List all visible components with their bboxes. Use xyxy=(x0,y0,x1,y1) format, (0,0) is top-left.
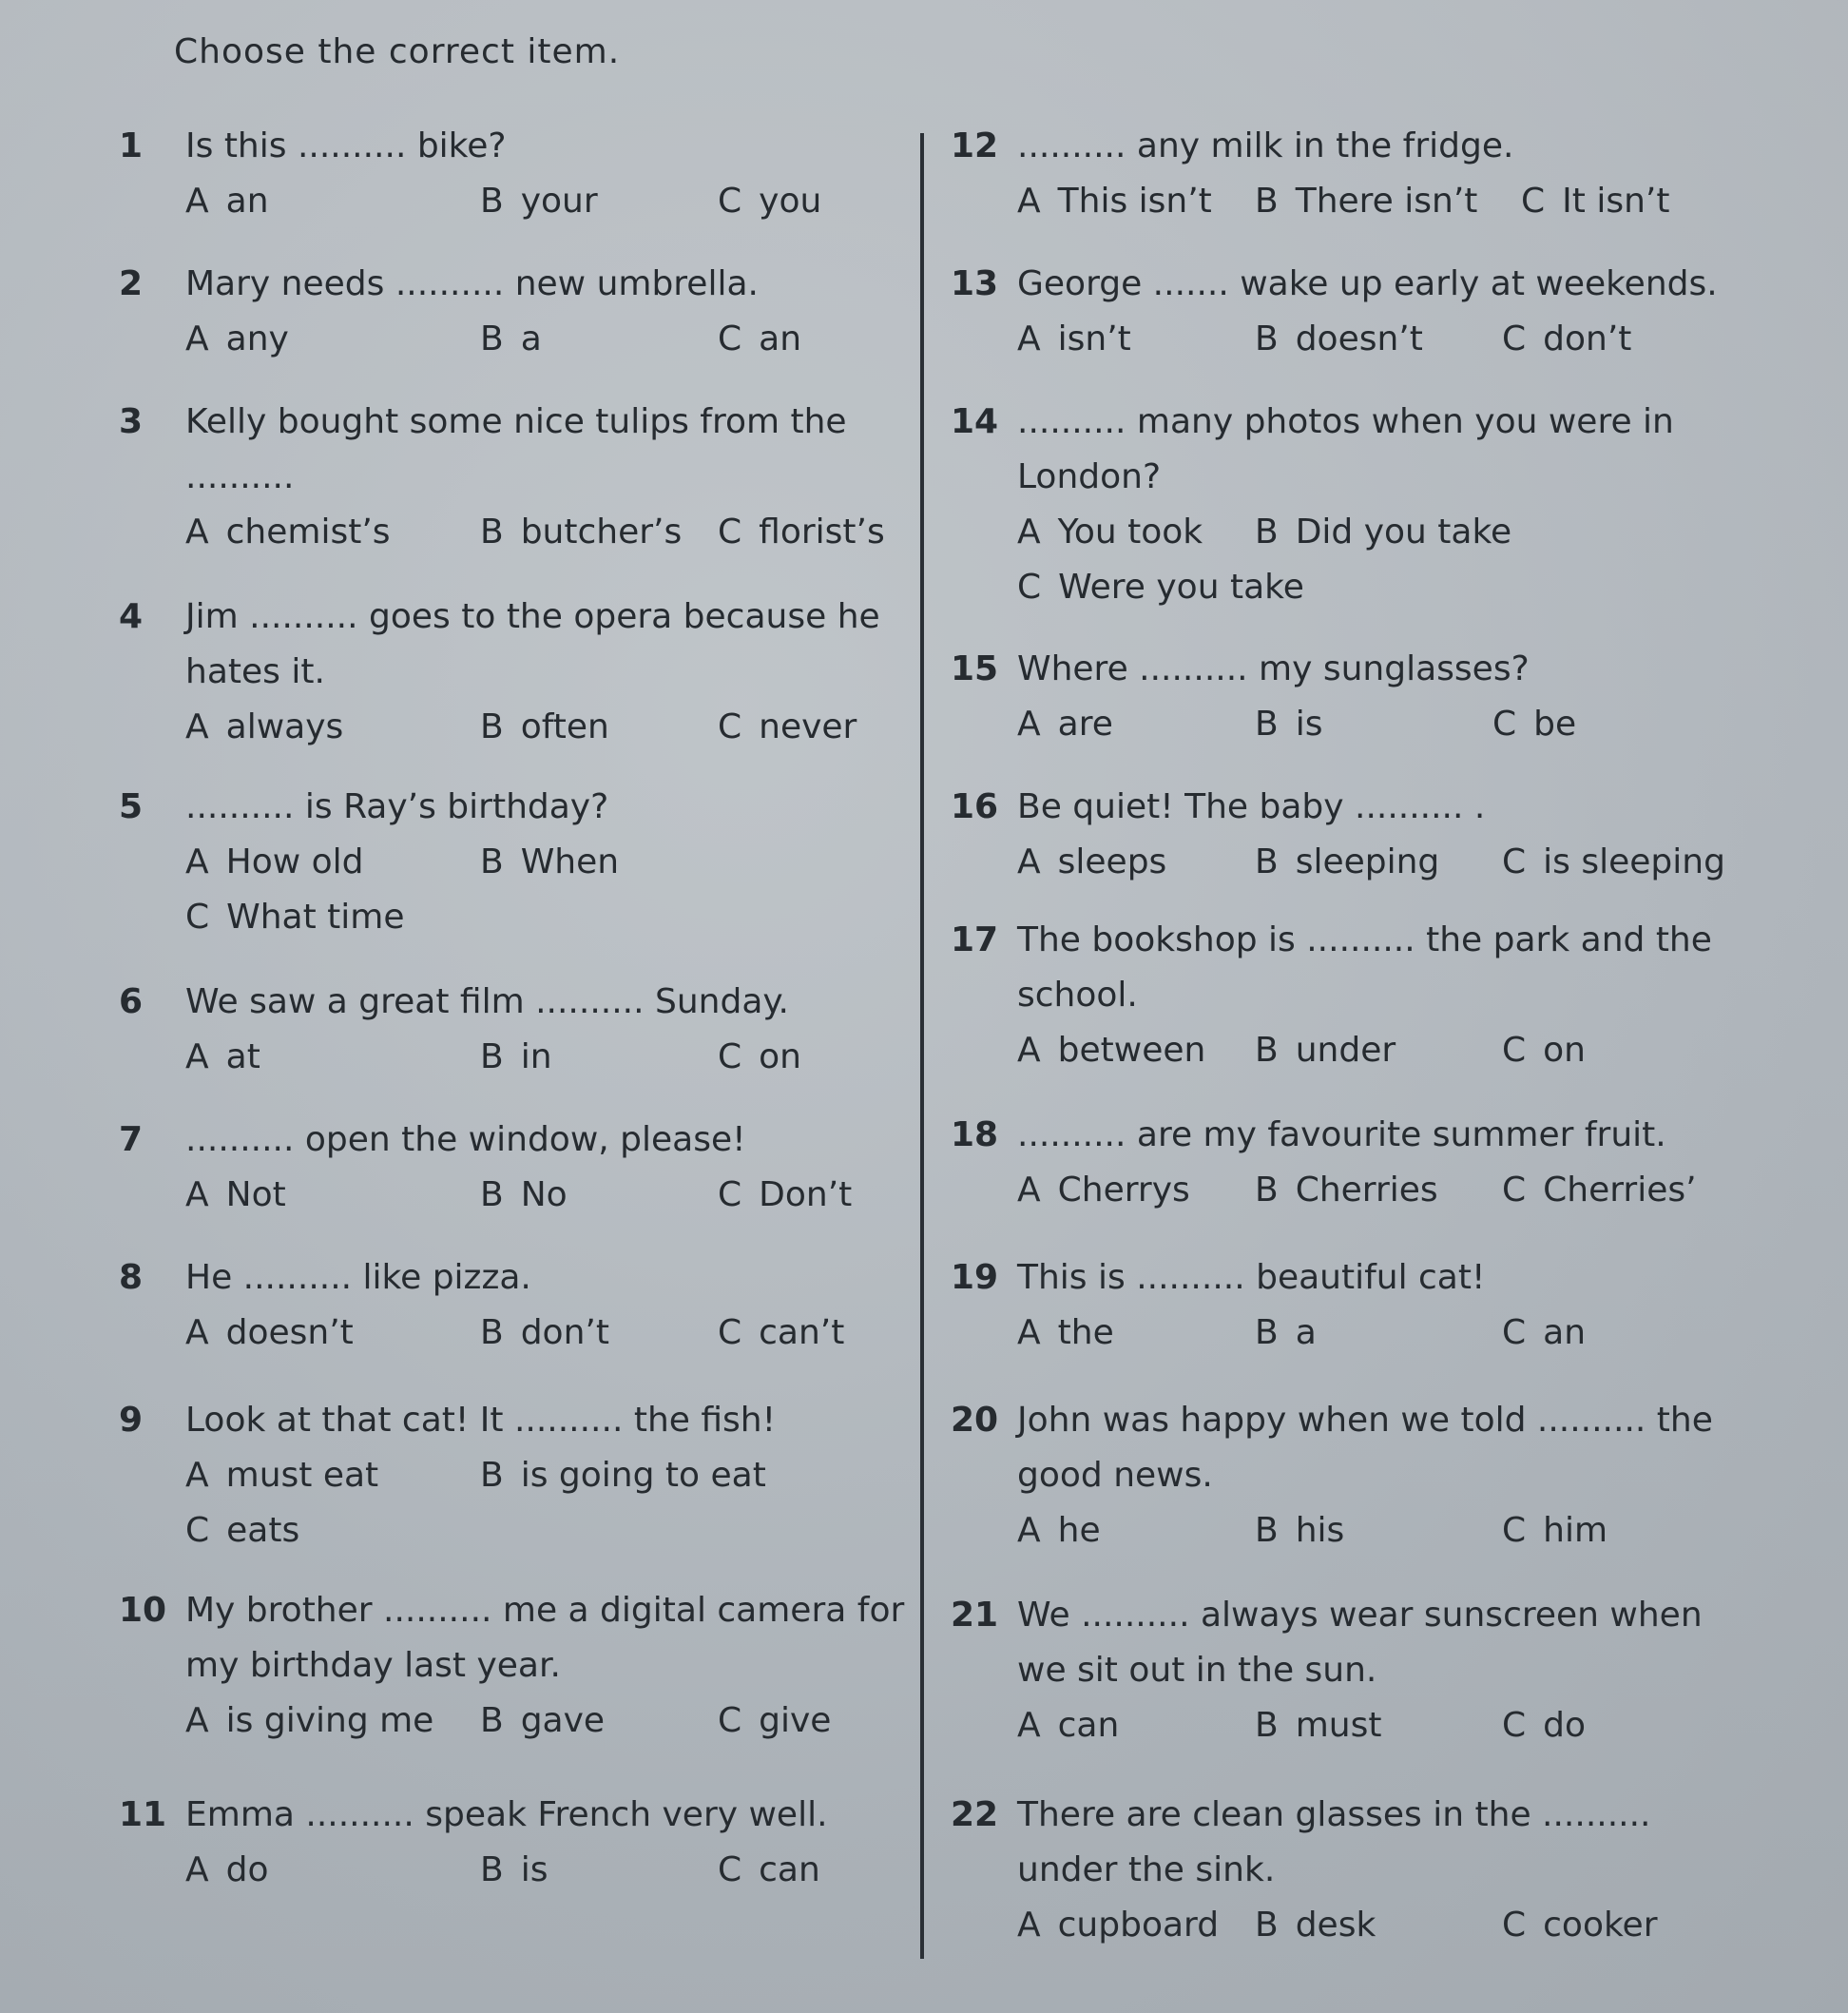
option-letter: B xyxy=(480,1850,504,1889)
option-b[interactable] xyxy=(1255,1163,1438,1218)
option-text: Did you take xyxy=(1295,513,1512,552)
option-letter: B xyxy=(1255,319,1279,358)
option-c[interactable] xyxy=(1502,1306,1586,1361)
option-b[interactable] xyxy=(1255,1503,1344,1558)
option-c[interactable] xyxy=(718,1306,844,1361)
answer-options xyxy=(1017,835,1740,890)
question-7 xyxy=(119,1113,908,1223)
option-text: florist’s xyxy=(759,513,885,552)
option-text: No xyxy=(520,1175,568,1214)
option-letter: B xyxy=(480,707,504,746)
option-text: often xyxy=(520,707,609,746)
option-letter: C xyxy=(718,1850,742,1889)
option-a[interactable] xyxy=(185,1448,378,1503)
option-text: an xyxy=(759,319,802,358)
option-letter: A xyxy=(1017,1313,1041,1352)
option-letter: B xyxy=(480,182,504,221)
question-text: There are clean glasses in the .......... under the sink. xyxy=(1017,1795,1651,1889)
option-c[interactable] xyxy=(718,1030,801,1085)
option-letter: C xyxy=(718,182,742,221)
question-text: Jim .......... goes to the opera because he hates it. xyxy=(185,597,880,691)
option-text: is going to eat xyxy=(520,1456,766,1495)
question-number: 2 xyxy=(119,264,144,303)
option-a[interactable] xyxy=(185,312,289,367)
answer-options xyxy=(185,835,908,945)
option-a[interactable] xyxy=(185,1306,354,1361)
option-letter: A xyxy=(1017,1706,1041,1745)
option-b[interactable] xyxy=(1255,835,1439,890)
option-letter: A xyxy=(185,842,209,881)
option-text: an xyxy=(1543,1313,1587,1352)
question-number: 10 xyxy=(119,1591,167,1630)
question-text: Look at that cat! It .......... the fish! xyxy=(185,1401,777,1440)
answer-options xyxy=(185,1843,908,1898)
option-text: you xyxy=(759,182,822,221)
option-letter: A xyxy=(1017,842,1041,881)
question-2 xyxy=(119,257,908,367)
option-text: is xyxy=(1295,705,1323,744)
option-c[interactable] xyxy=(1017,560,1304,615)
option-c[interactable] xyxy=(718,700,857,755)
option-b[interactable] xyxy=(480,700,609,755)
question-16 xyxy=(951,780,1740,890)
option-text: What time xyxy=(226,898,405,937)
option-letter: B xyxy=(480,513,504,552)
option-letter: B xyxy=(1255,1706,1279,1745)
answer-options xyxy=(1017,1306,1740,1361)
option-text: do xyxy=(225,1850,269,1889)
option-text: don’t xyxy=(1543,319,1632,358)
question-number: 15 xyxy=(951,649,999,688)
option-text: an xyxy=(225,182,269,221)
option-text: can xyxy=(759,1850,820,1889)
option-letter: B xyxy=(1255,1906,1279,1945)
option-letter: B xyxy=(1255,1313,1279,1352)
option-letter: C xyxy=(1502,842,1527,881)
question-number: 17 xyxy=(951,920,999,959)
option-b[interactable] xyxy=(1255,1898,1376,1953)
option-a[interactable] xyxy=(185,1030,260,1085)
option-b[interactable] xyxy=(480,312,542,367)
question-17 xyxy=(951,913,1740,1078)
answer-options xyxy=(185,312,908,367)
option-text: his xyxy=(1295,1511,1345,1550)
option-text: You took xyxy=(1057,513,1203,552)
option-text: be xyxy=(1533,705,1577,744)
question-text: The bookshop is .......... the park and the school. xyxy=(1017,920,1712,1015)
option-letter: C xyxy=(1502,319,1527,358)
option-letter: C xyxy=(185,1511,210,1550)
answer-options xyxy=(185,505,908,560)
answer-options xyxy=(185,1694,908,1749)
question-22 xyxy=(951,1788,1740,1953)
option-letter: C xyxy=(718,1313,742,1352)
option-letter: B xyxy=(480,1037,504,1076)
question-18 xyxy=(951,1108,1740,1218)
option-c[interactable] xyxy=(1502,312,1631,367)
question-number: 22 xyxy=(951,1795,999,1834)
option-c[interactable] xyxy=(1502,1898,1658,1953)
option-text: sleeping xyxy=(1295,842,1440,881)
option-b[interactable] xyxy=(480,1168,568,1223)
question-text: This is .......... beautiful cat! xyxy=(1017,1258,1486,1297)
option-b[interactable] xyxy=(480,1306,609,1361)
option-text: do xyxy=(1543,1706,1587,1745)
option-letter: A xyxy=(1017,1171,1041,1210)
option-text: gave xyxy=(520,1701,606,1740)
option-b[interactable] xyxy=(480,1030,552,1085)
answer-options xyxy=(1017,174,1740,229)
question-21 xyxy=(951,1588,1740,1753)
option-c[interactable] xyxy=(1521,174,1669,229)
option-text: desk xyxy=(1295,1906,1376,1945)
option-letter: C xyxy=(1502,1031,1527,1070)
question-8 xyxy=(119,1250,908,1361)
question-text: George ....... wake up early at weekends. xyxy=(1017,264,1718,303)
option-text: the xyxy=(1057,1313,1114,1352)
option-text: cooker xyxy=(1543,1906,1658,1945)
question-5 xyxy=(119,780,908,945)
option-text: always xyxy=(225,707,344,746)
question-number: 21 xyxy=(951,1596,999,1635)
option-text: in xyxy=(520,1037,552,1076)
option-text: give xyxy=(759,1701,832,1740)
option-c[interactable] xyxy=(718,1694,831,1749)
option-letter: A xyxy=(1017,319,1041,358)
option-text: any xyxy=(225,319,289,358)
question-text: We .......... always wear sunscreen when we sit out in the sun. xyxy=(1017,1596,1703,1690)
question-text: Kelly bought some nice tulips from the .......... xyxy=(185,402,847,496)
question-number: 13 xyxy=(951,264,999,303)
option-letter: A xyxy=(185,1037,209,1076)
instruction-heading: Choose the correct item. xyxy=(174,32,621,71)
question-text: .......... any milk in the fridge. xyxy=(1017,126,1514,165)
option-b[interactable] xyxy=(1255,697,1322,752)
option-c[interactable] xyxy=(1502,1163,1697,1218)
question-text: Where .......... my sunglasses? xyxy=(1017,649,1530,688)
option-letter: C xyxy=(718,1037,742,1076)
option-b[interactable] xyxy=(480,174,598,229)
answer-options xyxy=(185,1448,908,1558)
option-letter: A xyxy=(185,1175,209,1214)
option-letter: A xyxy=(1017,1906,1041,1945)
question-number: 16 xyxy=(951,787,999,826)
option-b[interactable] xyxy=(480,505,682,560)
option-text: is xyxy=(520,1850,549,1889)
option-text: chemist’s xyxy=(225,513,391,552)
option-letter: A xyxy=(185,1701,209,1740)
option-letter: C xyxy=(1502,1313,1527,1352)
option-text: must eat xyxy=(225,1456,379,1495)
option-text: Cherrys xyxy=(1057,1171,1190,1210)
option-text: he xyxy=(1057,1511,1101,1550)
option-letter: A xyxy=(185,1313,209,1352)
option-b[interactable] xyxy=(480,1448,766,1503)
option-letter: B xyxy=(480,1701,504,1740)
option-a[interactable] xyxy=(185,700,343,755)
option-c[interactable] xyxy=(1502,1023,1586,1078)
option-letter: A xyxy=(185,513,209,552)
option-text: How old xyxy=(225,842,364,881)
option-text: never xyxy=(759,707,857,746)
option-a[interactable] xyxy=(185,1168,286,1223)
option-letter: C xyxy=(1521,182,1546,221)
question-text: .......... is Ray’s birthday? xyxy=(185,787,609,826)
option-a[interactable] xyxy=(1017,1163,1190,1218)
option-text: under xyxy=(1295,1031,1396,1070)
option-c[interactable] xyxy=(185,890,405,945)
option-a[interactable] xyxy=(1017,1306,1114,1361)
question-text: Is this .......... bike? xyxy=(185,126,507,165)
option-letter: A xyxy=(1017,513,1041,552)
option-letter: C xyxy=(1502,1906,1527,1945)
option-text: a xyxy=(520,319,542,358)
option-letter: A xyxy=(1017,1511,1041,1550)
option-b[interactable] xyxy=(480,1843,548,1898)
question-number: 20 xyxy=(951,1401,999,1440)
option-text: can xyxy=(1057,1706,1120,1745)
question-6 xyxy=(119,975,908,1085)
option-a[interactable] xyxy=(1017,312,1131,367)
answer-options xyxy=(1017,1698,1740,1753)
option-c[interactable] xyxy=(1502,1503,1607,1558)
answer-options xyxy=(185,174,908,229)
answer-options xyxy=(1017,1163,1740,1218)
question-number: 9 xyxy=(119,1401,144,1440)
option-text: your xyxy=(520,182,598,221)
question-15 xyxy=(951,642,1740,752)
question-text: .......... are my favourite summer fruit. xyxy=(1017,1115,1666,1154)
option-text: him xyxy=(1543,1511,1608,1550)
option-text: eats xyxy=(226,1511,300,1550)
column-divider xyxy=(920,133,924,1959)
question-number: 19 xyxy=(951,1258,999,1297)
option-text: cupboard xyxy=(1057,1906,1220,1945)
option-text: must xyxy=(1295,1706,1382,1745)
option-text: This isn’t xyxy=(1057,182,1212,221)
option-letter: C xyxy=(1017,568,1042,607)
option-letter: C xyxy=(718,513,742,552)
answer-options xyxy=(1017,697,1740,752)
option-letter: B xyxy=(480,842,504,881)
option-c[interactable] xyxy=(718,1843,820,1898)
question-number: 8 xyxy=(119,1258,144,1297)
option-letter: C xyxy=(718,1701,742,1740)
option-text: are xyxy=(1057,705,1113,744)
option-letter: A xyxy=(185,182,209,221)
answer-options xyxy=(185,1030,908,1085)
question-number: 4 xyxy=(119,597,144,636)
question-number: 12 xyxy=(951,126,999,165)
option-text: is giving me xyxy=(225,1701,434,1740)
option-text: butcher’s xyxy=(520,513,683,552)
option-letter: A xyxy=(1017,1031,1041,1070)
question-number: 14 xyxy=(951,402,999,441)
question-text: My brother .......... me a digital camera for my birthday last year. xyxy=(185,1591,905,1685)
option-text: It isn’t xyxy=(1562,182,1670,221)
question-19 xyxy=(951,1250,1740,1361)
option-letter: B xyxy=(1255,842,1279,881)
option-a[interactable] xyxy=(185,505,391,560)
answer-options xyxy=(185,700,908,755)
option-a[interactable] xyxy=(1017,1503,1101,1558)
question-text: Emma .......... speak French very well. xyxy=(185,1795,828,1834)
answer-options xyxy=(1017,1503,1740,1558)
option-letter: B xyxy=(1255,1171,1279,1210)
option-text: Cherries xyxy=(1295,1171,1438,1210)
option-c[interactable] xyxy=(718,174,821,229)
question-number: 5 xyxy=(119,787,144,826)
answer-options xyxy=(1017,505,1740,615)
option-text: Don’t xyxy=(759,1175,853,1214)
option-text: don’t xyxy=(520,1313,609,1352)
option-c[interactable] xyxy=(718,505,885,560)
answer-options xyxy=(1017,312,1740,367)
option-a[interactable] xyxy=(1017,1698,1119,1753)
option-text: can’t xyxy=(759,1313,845,1352)
option-letter: B xyxy=(1255,513,1279,552)
option-text: Were you take xyxy=(1058,568,1304,607)
question-number: 6 xyxy=(119,982,144,1021)
option-a[interactable] xyxy=(1017,1023,1205,1078)
question-4 xyxy=(119,590,908,755)
option-text: doesn’t xyxy=(1295,319,1423,358)
option-letter: C xyxy=(718,707,742,746)
option-letter: C xyxy=(1502,1171,1527,1210)
option-a[interactable] xyxy=(185,174,269,229)
option-c[interactable] xyxy=(185,1503,299,1558)
option-letter: B xyxy=(1255,1031,1279,1070)
option-letter: A xyxy=(185,1850,209,1889)
option-letter: A xyxy=(185,1456,209,1495)
option-letter: C xyxy=(1492,705,1517,744)
option-text: When xyxy=(520,842,620,881)
question-10 xyxy=(119,1583,908,1749)
option-letter: C xyxy=(1502,1706,1527,1745)
question-number: 1 xyxy=(119,126,144,165)
option-text: sleeps xyxy=(1057,842,1167,881)
option-text: between xyxy=(1057,1031,1206,1070)
question-12 xyxy=(951,119,1740,229)
option-text: on xyxy=(759,1037,801,1076)
option-a[interactable] xyxy=(1017,835,1166,890)
question-text: Mary needs .......... new umbrella. xyxy=(185,264,759,303)
answer-options xyxy=(1017,1023,1740,1078)
option-letter: B xyxy=(1255,182,1279,221)
option-text: Not xyxy=(225,1175,286,1214)
option-letter: B xyxy=(1255,705,1279,744)
option-text: There isn’t xyxy=(1295,182,1478,221)
option-letter: A xyxy=(185,707,209,746)
option-c[interactable] xyxy=(718,312,801,367)
question-number: 3 xyxy=(119,402,144,441)
option-letter: C xyxy=(185,898,210,937)
option-a[interactable] xyxy=(185,1843,269,1898)
option-b[interactable] xyxy=(1255,312,1423,367)
option-letter: B xyxy=(1255,1511,1279,1550)
question-14 xyxy=(951,395,1740,615)
option-a[interactable] xyxy=(185,1694,433,1749)
option-a[interactable] xyxy=(1017,174,1212,229)
option-a[interactable] xyxy=(1017,1898,1219,1953)
option-a[interactable] xyxy=(1017,505,1203,560)
question-1 xyxy=(119,119,908,229)
option-letter: C xyxy=(718,319,742,358)
option-letter: C xyxy=(718,1175,742,1214)
option-c[interactable] xyxy=(1502,1698,1586,1753)
option-a[interactable] xyxy=(1017,697,1113,752)
option-b[interactable] xyxy=(1255,1023,1396,1078)
question-11 xyxy=(119,1788,908,1898)
option-text: a xyxy=(1295,1313,1317,1352)
question-13 xyxy=(951,257,1740,367)
answer-options xyxy=(1017,1898,1740,1953)
question-9 xyxy=(119,1393,908,1558)
option-a[interactable] xyxy=(185,835,364,890)
option-b[interactable] xyxy=(1255,1306,1317,1361)
option-letter: C xyxy=(1502,1511,1527,1550)
option-letter: B xyxy=(480,319,504,358)
option-text: Cherries’ xyxy=(1543,1171,1697,1210)
option-b[interactable] xyxy=(1255,174,1477,229)
question-3 xyxy=(119,395,908,560)
question-text: We saw a great film .......... Sunday. xyxy=(185,982,789,1021)
option-c[interactable] xyxy=(1502,835,1725,890)
option-letter: A xyxy=(185,319,209,358)
question-number: 18 xyxy=(951,1115,999,1154)
question-text: Be quiet! The baby .......... . xyxy=(1017,787,1486,826)
option-text: at xyxy=(225,1037,260,1076)
option-letter: B xyxy=(480,1456,504,1495)
answer-options xyxy=(185,1306,908,1361)
option-b[interactable] xyxy=(480,1694,605,1749)
option-letter: B xyxy=(480,1313,504,1352)
option-c[interactable] xyxy=(1492,697,1576,752)
option-letter: A xyxy=(1017,705,1041,744)
question-text: .......... many photos when you were in London? xyxy=(1017,402,1674,496)
answer-options xyxy=(185,1168,908,1223)
option-b[interactable] xyxy=(1255,505,1511,560)
question-text: He .......... like pizza. xyxy=(185,1258,531,1297)
question-20 xyxy=(951,1393,1740,1558)
option-letter: B xyxy=(480,1175,504,1214)
option-text: doesn’t xyxy=(225,1313,354,1352)
option-text: on xyxy=(1543,1031,1586,1070)
option-text: isn’t xyxy=(1057,319,1131,358)
option-b[interactable] xyxy=(480,835,619,890)
option-c[interactable] xyxy=(718,1168,852,1223)
question-number: 7 xyxy=(119,1120,144,1159)
option-letter: A xyxy=(1017,182,1041,221)
option-b[interactable] xyxy=(1255,1698,1381,1753)
option-text: is sleeping xyxy=(1543,842,1725,881)
question-text: .......... open the window, please! xyxy=(185,1120,746,1159)
question-number: 11 xyxy=(119,1795,167,1834)
question-text: John was happy when we told .......... the good news. xyxy=(1017,1401,1713,1495)
